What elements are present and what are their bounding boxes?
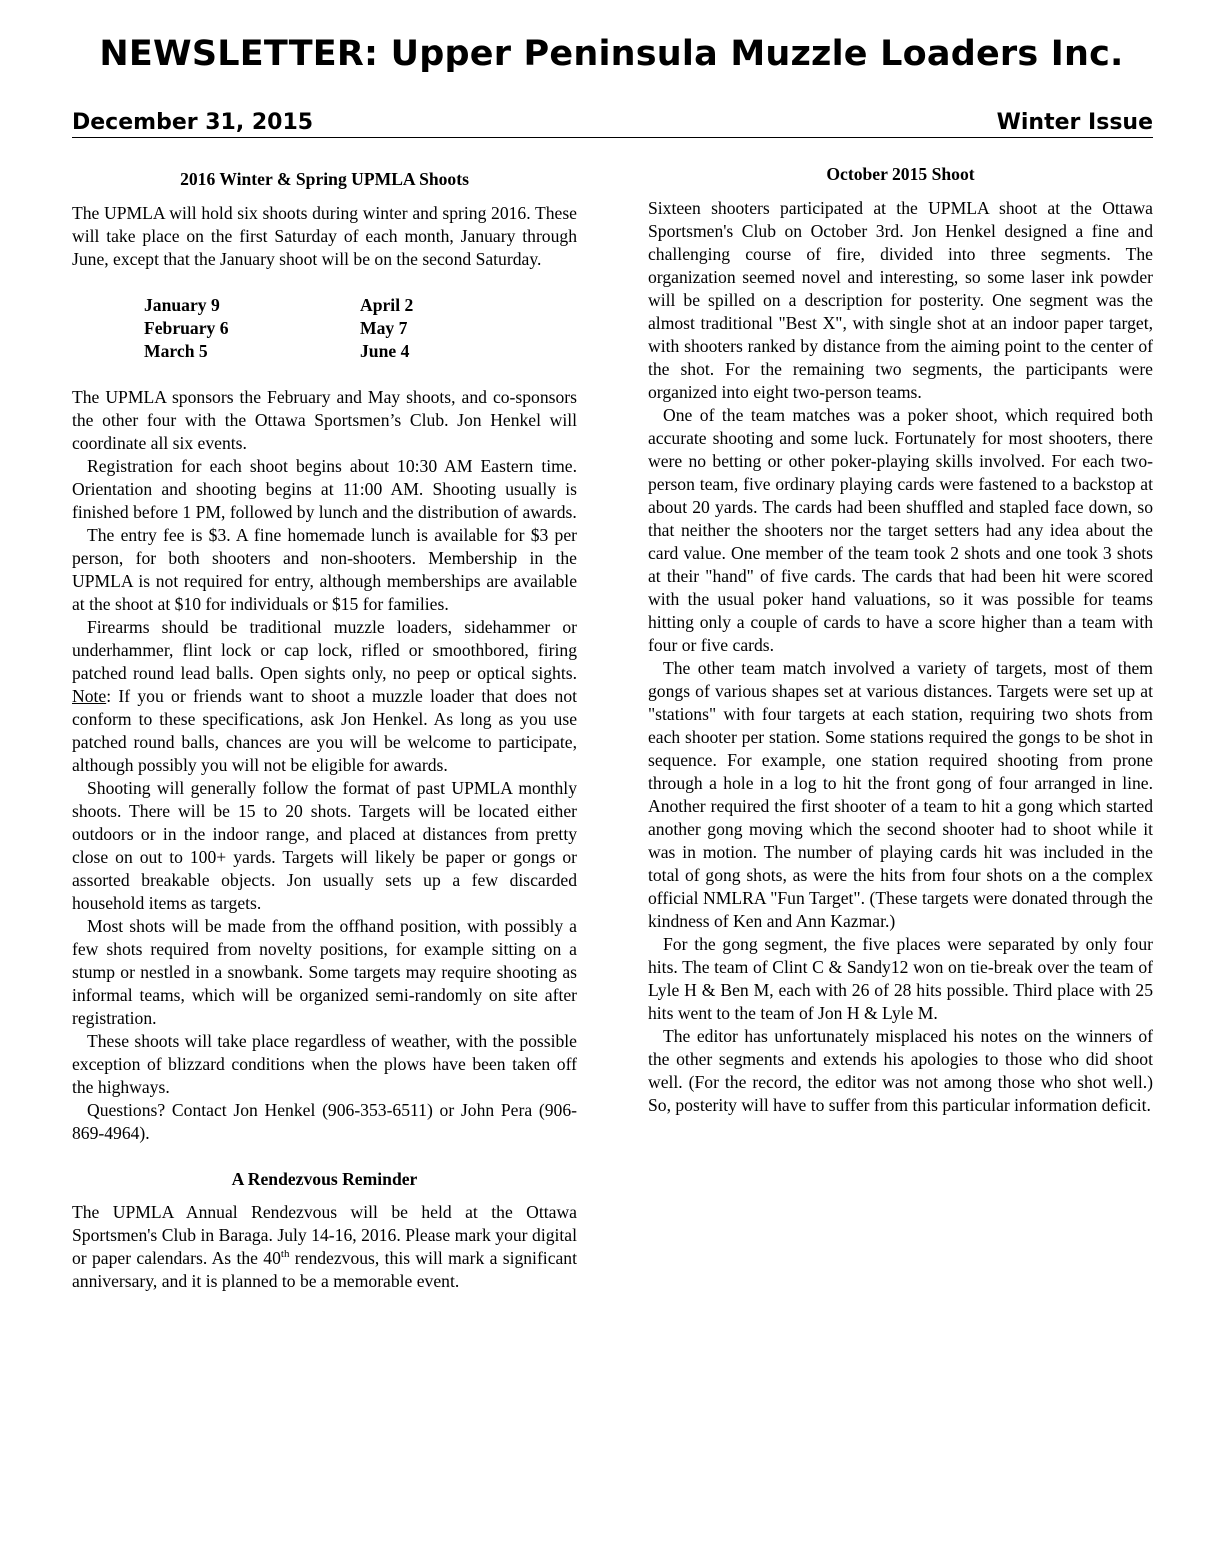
dateline xyxy=(72,110,1153,138)
shoot-date: March 5 xyxy=(144,341,208,361)
firearms-text: : If you or friends want to shoot a muzzle loader that does not conform to these specifications, ask Jon Henkel. As long as you use patched round balls, chances are you will be welcome to participate, although possibly you will not be eligible for awards. xyxy=(72,686,577,775)
shoots-paragraph: The entry fee is $3. A fine homemade lunch is available for $3 per person, for both shooters and non-shooters. Membership in the UPMLA is not required for entry, although memberships are available at the shoot at $10 for individuals or $15 for families. xyxy=(72,525,577,614)
shoots-paragraph: Most shots will be made from the offhand position, with possibly a few shots required from novelty positions, for example sitting on a stump or nestled in a snowbank. Some targets may require shooting as informal teams, which will be organized semi-randomly on site after registration. xyxy=(72,916,577,1028)
right-column xyxy=(648,163,1153,1117)
shoot-dates xyxy=(144,294,577,363)
october-paragraph: Sixteen shooters participated at the UPMLA shoot at the Ottawa Sportsmen's Club on October 3rd. Jon Henkel designed a fine and challenging course of fire, divided into three segments. The organization seemed novel and interesting, so some laser ink powder will be spilled on a description for posterity. One segment was the almost traditional "Best X", with single shot at an indoor paper target, with shooters ranked by distance from the aiming point to the center of the shot. For the remaining two segments, the participants were organized into eight two-person teams. xyxy=(648,198,1153,402)
rendezvous-text: rendezvous, this will mark a significant anniversary, and it is planned to be a memorable event. xyxy=(72,1248,577,1291)
october-paragraph: One of the team matches was a poker shoot, which required both accurate shooting and some luck. Fortunately for most shooters, there were no betting or other poker-playing skills involved. For each two-person team, five ordinary playing cards were fastened to a backstop at about 20 yards. The cards had been shuffled and stapled face down, so that neither the shooters nor the target setters had any idea about the card value. One member of the team took 2 shots and one took 3 shots at their "hand" of five cards. The cards that had been hit were scored with the usual poker hand valuations, so it was possible for teams hitting only a couple of cards to have a score higher than a team with four or five cards. xyxy=(648,405,1153,655)
firearms-text: Firearms should be traditional muzzle loaders, sidehammer or underhammer, flint lock or cap lock, rifled or smoothbored, firing patched round lead balls. Open sights only, no peep or optical sights. xyxy=(72,617,577,683)
note-label: Note xyxy=(72,686,107,706)
shoots-paragraph: Shooting will generally follow the format of past UPMLA monthly shoots. There will be 15 to 20 shots. Targets will be located either outdoors or in the indoor range, and placed at distances from pretty close on out to 100+ yards. Targets will likely be paper or gongs or assorted breakable objects. Jon usually sets up a few discarded household items as targets. xyxy=(72,778,577,913)
shoot-date: January 9 xyxy=(144,295,220,315)
ordinal-suffix: th xyxy=(280,1248,290,1261)
shoot-date: April 2 xyxy=(360,295,414,315)
shoots-paragraph: Registration for each shoot begins about 10:30 AM Eastern time. Orientation and shooting begins at 11:00 AM. Shooting usually is finished before 1 PM, followed by lunch and the distribution of awards. xyxy=(72,456,577,522)
shoots-paragraph: The UPMLA sponsors the February and May shoots, and co-sponsors the other four with the Ottawa Sportsmen’s Club. Jon Henkel will coordinate all six events. xyxy=(72,387,577,453)
october-paragraph: The other team match involved a variety of targets, most of them gongs of various shapes set at various distances. Targets were set up at "stations" with four targets at each station, requiring two shots from each shooter per station. Some stations required the gongs to be shot in sequence. For example, one station required shooting from prone through a hole in a log to hit the front gong of four arranged in line. Another required the first shooter of a team to hit a gong which started another gong moving which the second shooter had to shoot while it was in motion. The number of playing cards hit was included in the total of gong shots, as were the hits from four shots on a the complex official NMLRA "Fun Target". (These targets were donated through the kindness of Ken and Ann Kazmar.) xyxy=(648,658,1153,931)
shoot-date: June 4 xyxy=(360,341,410,361)
shoot-date: May 7 xyxy=(360,318,408,338)
rendezvous-paragraph xyxy=(72,1201,577,1293)
shoots-paragraph xyxy=(72,616,577,777)
left-column xyxy=(72,168,577,1293)
shoots-intro: The UPMLA will hold six shoots during winter and spring 2016. These will take place on the first Saturday of each month, January through June, except that the January shoot will be on the second Saturday. xyxy=(72,203,577,269)
issue-name: Winter Issue xyxy=(996,110,1153,135)
newsletter-title: NEWSLETTER: Upper Peninsula Muzzle Loaders Inc. xyxy=(99,34,1124,74)
october-heading: October 2015 Shoot xyxy=(826,164,975,184)
issue-date: December 31, 2015 xyxy=(72,110,314,135)
shoots-paragraph: These shoots will take place regardless of weather, with the possible exception of blizzard conditions when the plows have been taken off the highways. xyxy=(72,1031,577,1097)
shoots-heading: 2016 Winter & Spring UPMLA Shoots xyxy=(180,169,469,189)
shoot-date: February 6 xyxy=(144,318,229,338)
rendezvous-text: The UPMLA Annual Rendezvous will be held at the Ottawa Sportsmen's Club in Baraga. July 14-16, 2016. Please mark your digital or paper calendars. As the 40 xyxy=(72,1202,577,1268)
rendezvous-heading: A Rendezvous Reminder xyxy=(231,1169,418,1189)
contact-paragraph: Questions? Contact Jon Henkel (906-353-6511) or John Pera (906-869-4964). xyxy=(72,1100,577,1143)
october-paragraph: For the gong segment, the five places were separated by only four hits. The team of Clint C & Sandy12 won on tie-break over the team of Lyle H & Ben M, each with 26 of 28 hits possible. Third place with 25 hits went to the team of Jon H & Lyle M. xyxy=(648,934,1153,1023)
october-paragraph: The editor has unfortunately misplaced his notes on the winners of the other segments and extends his apologies to those who did shoot well. (For the record, the editor was not among those who shot well.) So, posterity will have to suffer from this particular information deficit. xyxy=(648,1026,1153,1115)
